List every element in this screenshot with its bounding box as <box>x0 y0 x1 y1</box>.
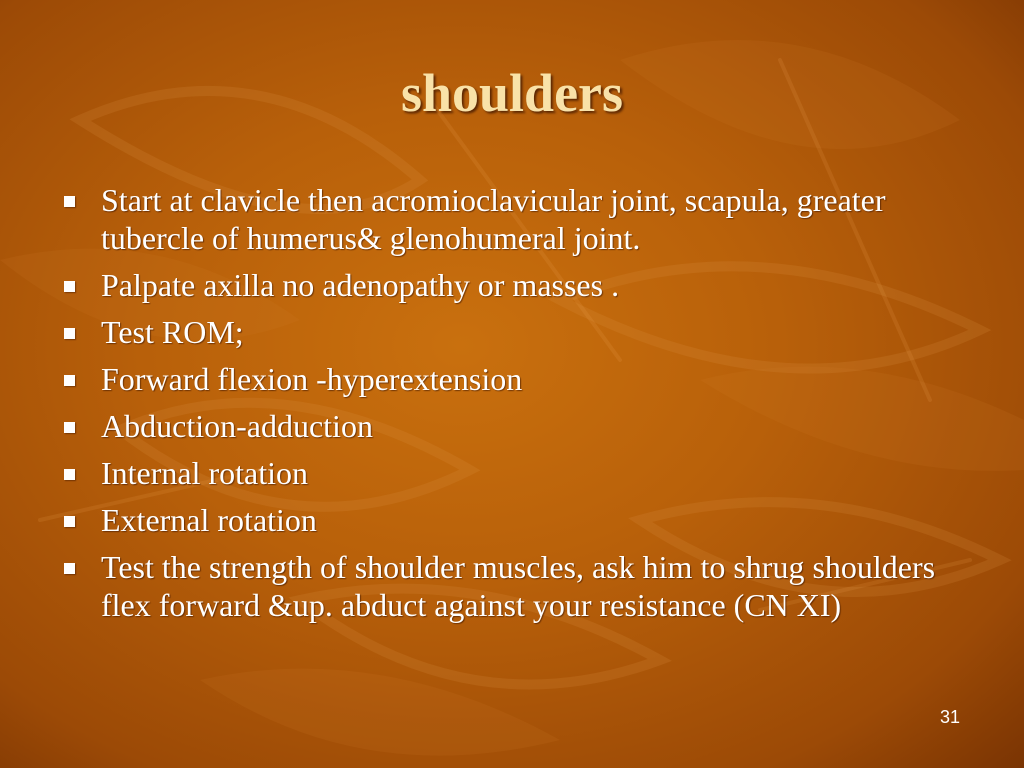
bullet-item <box>60 313 980 351</box>
square-bullet-icon <box>64 469 75 480</box>
bullet-text: Test the strength of shoulder muscles, ask him to shrug shoulders flex forward &up. abduct against your resistance (CN XI) <box>101 549 936 623</box>
square-bullet-icon <box>64 196 75 207</box>
square-bullet-icon <box>64 563 75 574</box>
slide-title: shoulders <box>400 63 624 123</box>
bullet-text: Abduction-adduction <box>101 408 373 444</box>
bullet-item <box>60 266 980 304</box>
bullet-text: Test ROM; <box>101 314 244 350</box>
bullet-item <box>60 548 980 624</box>
square-bullet-icon <box>64 422 75 433</box>
bullet-text: Start at clavicle then acromioclavicular joint, scapula, greater tubercle of humerus& glenohumeral joint. <box>101 182 886 256</box>
bullet-list <box>60 181 980 633</box>
bullet-text: External rotation <box>101 502 317 538</box>
bullet-item <box>60 454 980 492</box>
square-bullet-icon <box>64 516 75 527</box>
page-number: 31 <box>939 707 960 727</box>
square-bullet-icon <box>64 375 75 386</box>
bullet-text: Palpate axilla no adenopathy or masses . <box>101 267 620 303</box>
bullet-item <box>60 407 980 445</box>
bullet-item <box>60 360 980 398</box>
square-bullet-icon <box>64 328 75 339</box>
bullet-text: Forward flexion -hyperextension <box>101 361 523 397</box>
bullet-item <box>60 501 980 539</box>
bullet-item <box>60 181 980 257</box>
square-bullet-icon <box>64 281 75 292</box>
bullet-text: Internal rotation <box>101 455 309 491</box>
